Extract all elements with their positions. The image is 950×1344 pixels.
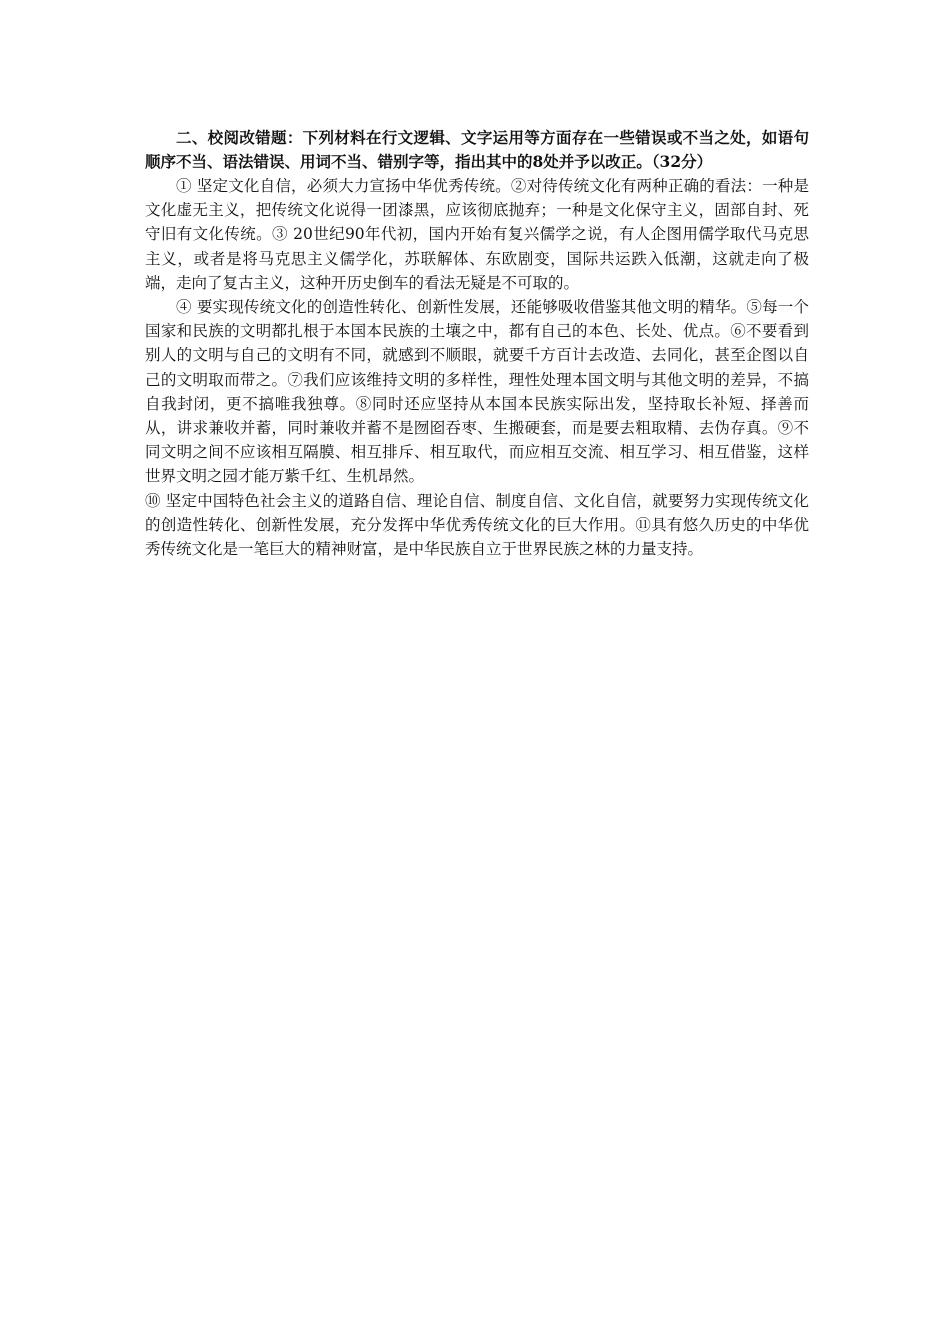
- paragraph-1: ① 坚定文化自信，必须大力宣扬中华优秀传统。②对待传统文化有两种正确的看法：一种是文化虚无主义，把传统文化说得一团漆黑，应该彻底抛弃；一种是文化保守主义，固部自封、死守旧有文化传统。③ 20世纪90年代初，国内开始有复兴儒学之说，有人企图用儒学取代马克思主义，或者是将马克思主义儒学化，苏联解体、东欧剧变，国际共运跌入低潮，这就走向了极端，走向了复古主义，这种开历史倒车的看法无疑是不可取的。: [145, 177, 809, 292]
- question-heading: 二、校阅改错题：下列材料在行文逻辑、文字运用等方面存在一些错误或不当之处，如语句顺序不当、语法错误、用词不当、错别字等，指出其中的8处并予以改正。（32分）: [145, 128, 809, 171]
- paragraph-2: ④ 要实现传统文化的创造性转化、创新性发展，还能够吸收借鉴其他文明的精华。⑤每一个国家和民族的文明都扎根于本国本民族的土壤之中，都有自己的本色、长处、优点。⑥不要看到别人的文明与自己的文明有不同，就感到不顺眼，就要千方百计去改造、去同化，甚至企图以自己的文明取而带之。⑦我们应该维持文明的多样性，理性处理本国文明与其他文明的差异，不搞自我封闭，更不搞唯我独尊。⑧同时还应坚持从本国本民族实际出发，坚持取长补短、择善而从，讲求兼收并蓄，同时兼收并蓄不是囫囵吞枣、生搬硬套，而是要去粗取精、去伪存真。⑨不同文明之间不应该相互隔膜、相互排斥、相互取代，而应相互交流、相互学习、相互借鉴，这样世界文明之园才能万紫千红、生机昂然。: [145, 298, 809, 486]
- document-body: [145, 126, 809, 561]
- paragraph-3: ⑩ 坚定中国特色社会主义的道路自信、理论自信、制度自信、文化自信，就要努力实现传统文化的创造性转化、创新性发展，充分发挥中华优秀传统文化的巨大作用。⑪具有悠久历史的中华优秀传统文化是一笔巨大的精神财富，是中华民族自立于世界民族之林的力量支持。: [145, 491, 809, 559]
